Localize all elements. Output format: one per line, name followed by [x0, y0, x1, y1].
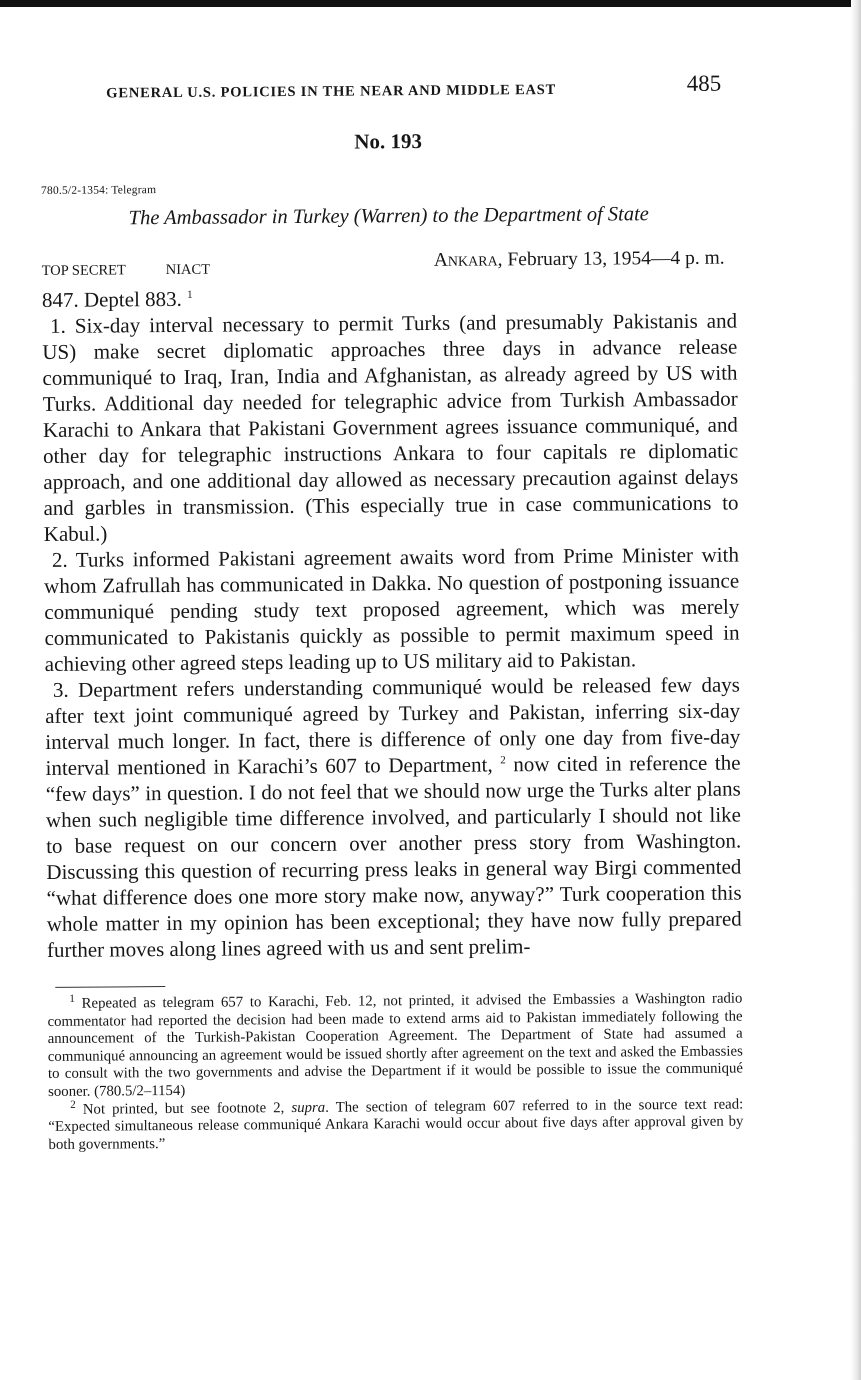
footnote-1-mark: 1 [69, 992, 75, 1005]
footnote-ref-2: 2 [500, 754, 506, 767]
document-number: No. 193 [354, 129, 423, 154]
document-title: The Ambassador in Turkey (Warren) to the Department of State [128, 203, 649, 230]
footnotes [47, 991, 743, 1155]
footnote-1-text: Repeated as telegram 657 to Karachi, Feb. 12, not printed, it advised the Embassies a Washington radio commentator had reported the decision had been made to extend arms aid to Pakistan immediately following the announcement of the Turkish-Pakistan Cooperation Agreement. The Department of State had assumed a communiqué announcing an agreement would be issued shortly after agreement on the text and asked the Embassies to consult with the two governments and advise the Department if it would be possible to issue the communiqué sooner. (780.5/2–1154) [47, 990, 744, 1100]
footnote-divider [55, 986, 165, 988]
paragraph-3-part-a: 3. Department refers understanding communiqué would be released few days after text joint communiqué agreed by Turkey and Pakistan, inferring six-day interval much longer. In fact, there is difference of only one day from five-day interval mentioned in Karachi’s 607 to Department, [45, 672, 741, 780]
footnote-2 [48, 1096, 743, 1154]
paragraph-2: 2. Turks informed Pakistani agreement awaits word from Prime Minister with whom Zafrullah has communicated in Dakka. No question of postponing issuance communiqué pending study text proposed agreement, which was merely communicated to Pakistanis quickly as possible to permit maximum speed in achieving other agreed steps leading up to US military aid to Pakistan. [44, 542, 740, 676]
precedence-label: NIACT [165, 261, 211, 279]
file-reference: 780.5/2-1354: Telegram [40, 184, 157, 197]
paragraph-1: 1. Six-day interval necessary to permit Turks (and presumably Pakistanis and US) make secret diplomatic approaches three days in advance release communiqué to Iraq, Iran, India and Afghanistan, as already agreed by US with Turks. Additional day needed for telegraphic advice from Turkish Ambassador Karachi to Ankara that Pakistani Government agrees issuance communiqué, and other day for telegraphic instructions Ankara to four capitals re diplomatic approach, and one additional day allowed as necessary precaution against delays and garbles in transmission. (This especially true in case communications to Kabul.) [42, 308, 739, 546]
place-date [434, 248, 725, 272]
dateline-city: Ankara, [433, 249, 503, 271]
footnote-2-supra: supra [291, 1099, 326, 1116]
running-title: GENERAL U.S. POLICIES IN THE NEAR AND MIDDLE EAST [106, 81, 557, 102]
footnote-2-text-b: . The section of telegram 607 referred to in the source text read: “Expected simultaneous release communiqué Ankara Karachi would occur about five days after approval given by both governments.” [48, 1096, 744, 1153]
footnote-2-text-a: Not printed, but see footnote 2, [75, 1099, 292, 1118]
running-head [40, 55, 735, 100]
classification [42, 262, 211, 280]
page-number: 485 [686, 70, 722, 96]
dateline [42, 248, 737, 281]
footnote-2-mark: 2 [70, 1098, 76, 1111]
classification-label: TOP SECRET [41, 262, 126, 279]
footnote-ref-1: 1 [187, 288, 193, 301]
dateline-date: February 13, 1954—4 p. m. [507, 247, 725, 271]
paragraph-3 [45, 672, 742, 963]
footnote-1 [47, 991, 743, 1102]
scan-top-edge [0, 0, 861, 7]
opening-text: 847. Deptel 883. [41, 286, 182, 312]
paragraph-3-part-b: now cited in reference the “few days” in question. I do not feel that we should now urge the Turks alter plans when such negligible time difference involved, and particularly I should not like to base request on our concern over another press story from Washington. Discussing this question of recurring press leaks in general way Birgi commented “what difference does one more story make now, anyway?” Turk cooperation this whole matter in my opinion has been exceptional; they have now fully prepared further moves along lines agreed with us and sent prelim- [45, 750, 742, 962]
document-page [40, 55, 744, 1155]
telegram-body [42, 282, 742, 963]
scan-page-edge [851, 0, 861, 1380]
